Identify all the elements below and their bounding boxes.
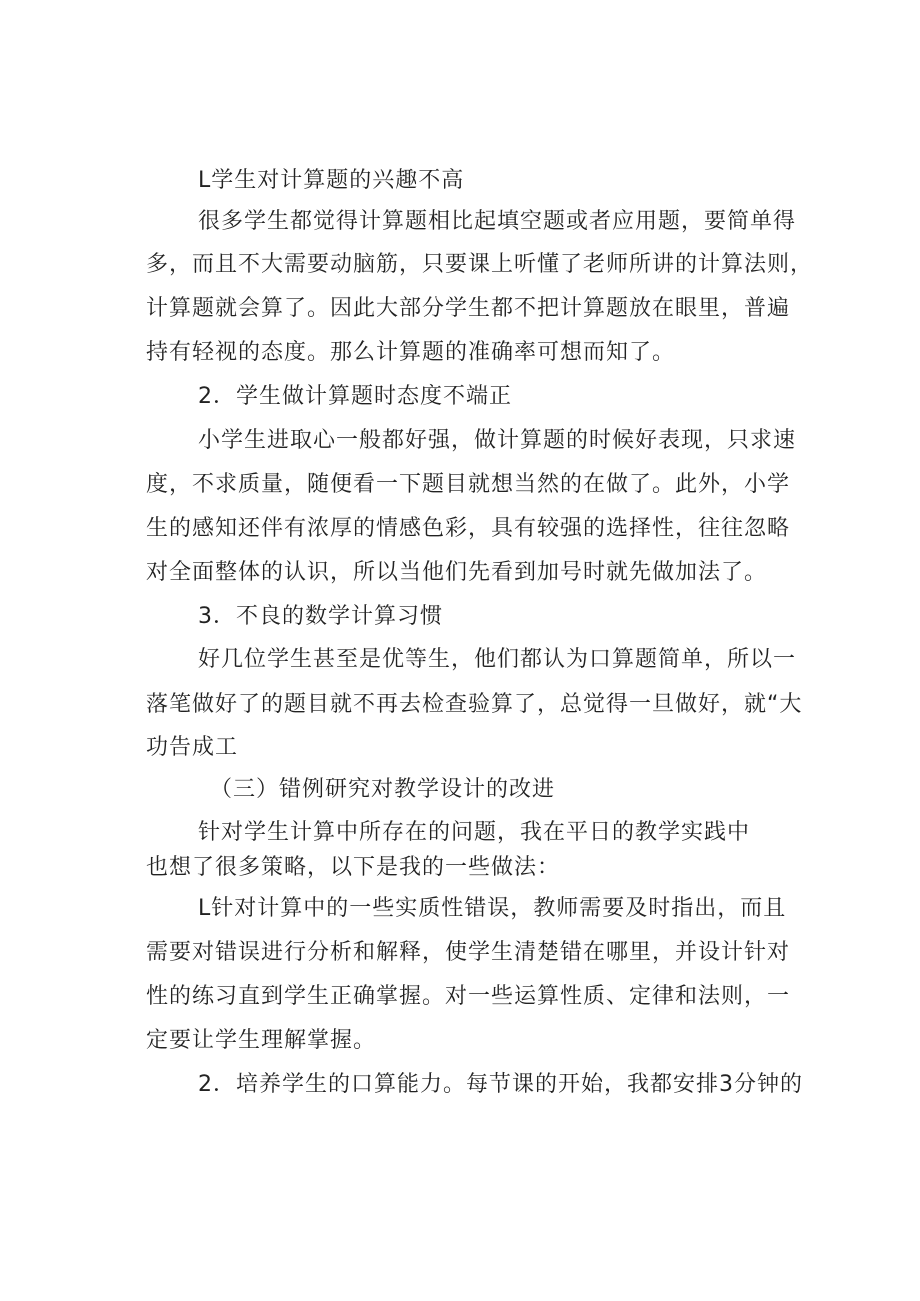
paragraph-line: 需要对错误进行分析和解释，使学生清楚错在哪里，并设计针对 bbox=[146, 940, 791, 965]
paragraph-line: 多，而且不大需要动脑筋，只要课上听懂了老师所讲的计算法则， bbox=[146, 252, 814, 277]
paragraph-line: 小学生进取心一般都好强，做计算题的时候好表现，只求速 bbox=[198, 428, 797, 453]
list-item-2: 2．培养学生的口算能力。每节课的开始，我都安排3分钟的 bbox=[198, 1072, 803, 1097]
paragraph-line: 落笔做好了的题目就不再去检查验算了，总觉得一旦做好，就“大 bbox=[146, 692, 803, 717]
paragraph-line: 针对学生计算中所存在的问题，我在平日的教学实践中 bbox=[198, 820, 751, 845]
paragraph-line: 很多学生都觉得计算题相比起填空题或者应用题，要简单得 bbox=[198, 209, 797, 234]
heading-2: 2．学生做计算题时态度不端正 bbox=[198, 384, 512, 409]
paragraph-line: 也想了很多策略，以下是我的一些做法： bbox=[146, 855, 561, 880]
section-heading: （三）错例研究对教学设计的改进 bbox=[210, 777, 556, 802]
paragraph-line: 持有轻视的态度。那么计算题的准确率可想而知了。 bbox=[146, 340, 676, 365]
list-item-1: L针对计算中的一些实质性错误，教师需要及时指出，而且 bbox=[198, 896, 787, 921]
paragraph-line: 计算题就会算了。因此大部分学生都不把计算题放在眼里，普遍 bbox=[146, 296, 791, 321]
paragraph-line: 好几位学生甚至是优等生，他们都认为口算题简单，所以一 bbox=[198, 647, 797, 672]
paragraph-line: 对全面整体的认识，所以当他们先看到加号时就先做加法了。 bbox=[146, 560, 768, 585]
paragraph-line: 度，不求质量，随便看一下题目就想当然的在做了。此外，小学 bbox=[146, 472, 791, 497]
paragraph-line: 性的练习直到学生正确掌握。对一些运算性质、定律和法则，一 bbox=[146, 984, 791, 1009]
heading-1: L学生对计算题的兴趣不高 bbox=[198, 168, 465, 193]
paragraph-line: 定要让学生理解掌握。 bbox=[146, 1028, 377, 1053]
heading-3: 3．不良的数学计算习惯 bbox=[198, 604, 443, 629]
paragraph-line: 生的感知还伴有浓厚的情感色彩，具有较强的选择性，往往忽略 bbox=[146, 516, 791, 541]
paragraph-line: 功告成工 bbox=[146, 735, 239, 760]
